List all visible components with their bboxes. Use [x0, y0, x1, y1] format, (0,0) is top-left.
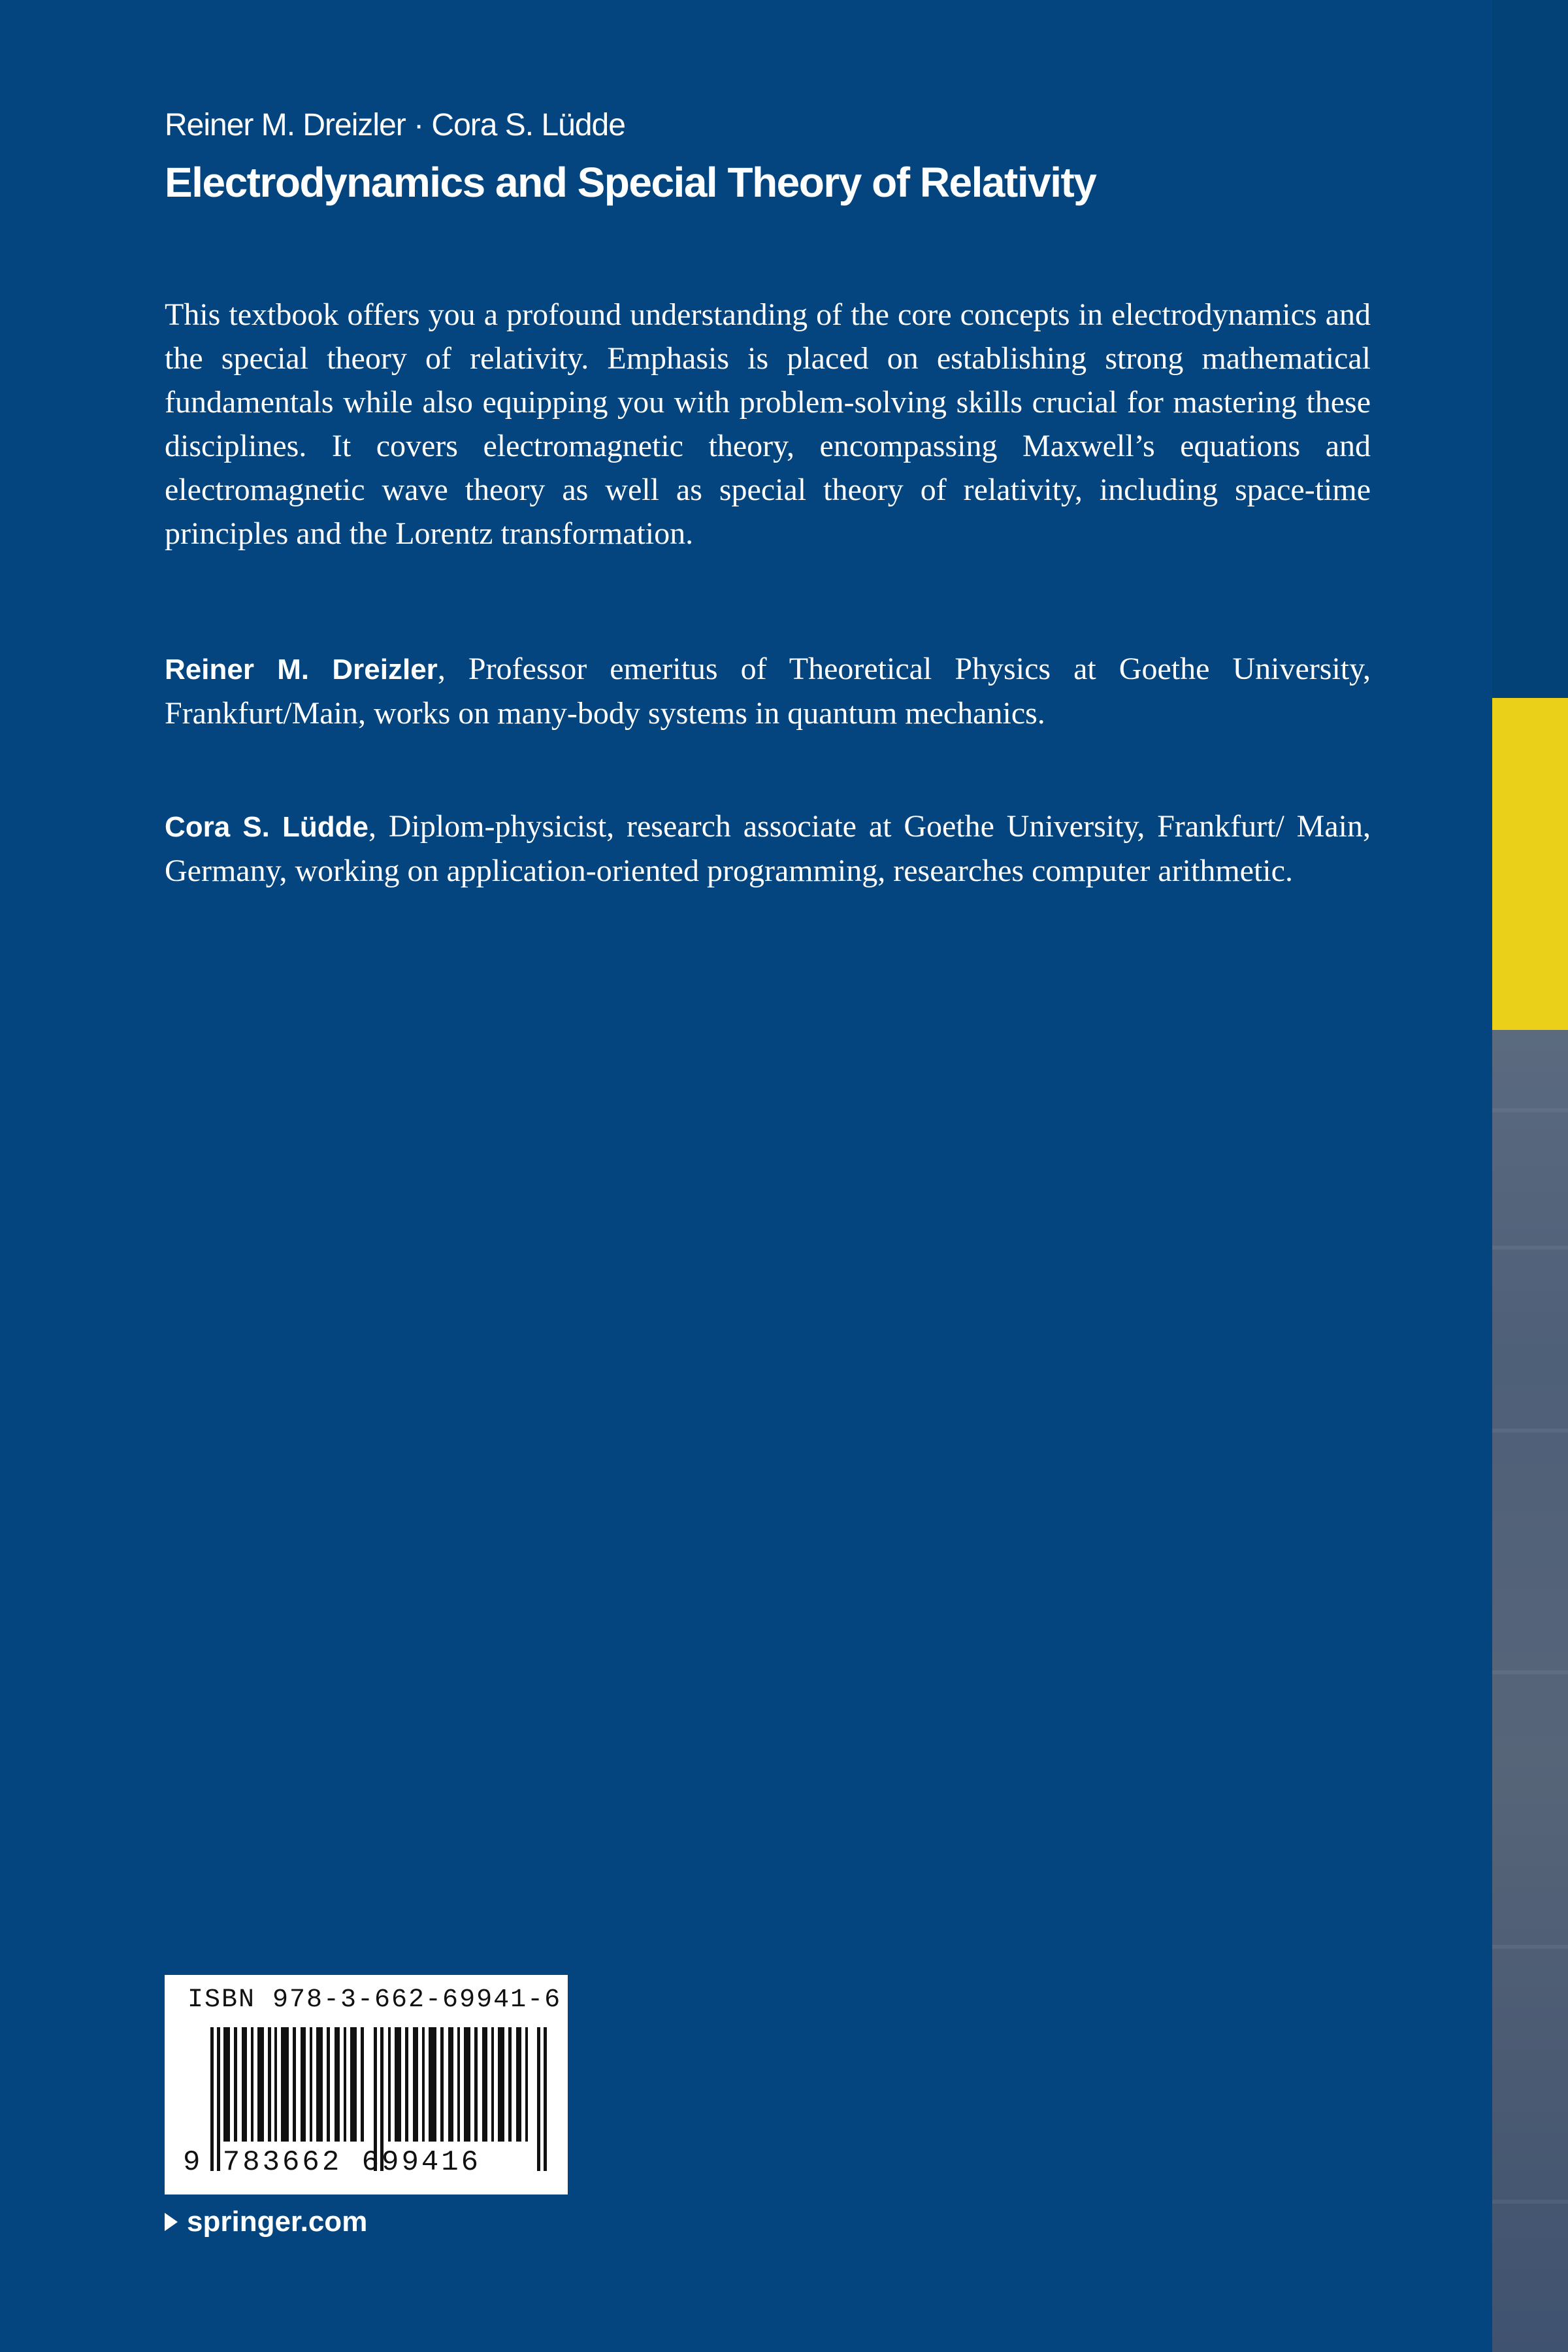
book-title: Electrodynamics and Special Theory of Relativity	[165, 159, 1096, 206]
description-text: This textbook offers you a profound understanding of the core concepts in electrodynamics and the special theory of relativity. Emphasis is placed on establishing strong mathematical fundamentals while also equipping you with problem-solving skills crucial for mastering these disciplines. It covers electromagnetic theory, encompassing Maxwell’s equations and electromagnetic wave theory as well as special theory of relativity, including space-time principles and the Lorentz transformation.	[165, 297, 1371, 551]
author-bio-luedde	[165, 804, 1371, 893]
publisher-link[interactable]	[165, 2206, 367, 2238]
author-bio-text: , Diplom-physicist, research associate at Goethe University, Frankfurt/ Main, Germany, working on application-oriented programming, researches computer arithmetic.	[165, 809, 1371, 888]
barcode-digits: 9 783662 699416	[183, 2146, 482, 2179]
author-bio-dreizler	[165, 647, 1371, 735]
triangle-right-icon	[165, 2213, 178, 2231]
author-bio-text: , Professor emeritus of Theoretical Physics at Goethe University, Frankfurt/Main, works on many-body systems in quantum mechanics.	[165, 652, 1371, 731]
author-name: Reiner M. Dreizler	[165, 654, 438, 686]
authors-line: Reiner M. Dreizler · Cora S. Lüdde	[165, 108, 625, 142]
isbn-barcode	[165, 1975, 568, 2195]
book-description	[165, 293, 1371, 555]
yellow-accent-band	[1492, 698, 1568, 1030]
grey-image-strip	[1492, 1030, 1568, 2352]
isbn-label: ISBN 978-3-662-69941-6	[188, 1985, 562, 2015]
author-name: Cora S. Lüdde	[165, 811, 368, 843]
publisher-website[interactable]: springer.com	[187, 2206, 368, 2238]
